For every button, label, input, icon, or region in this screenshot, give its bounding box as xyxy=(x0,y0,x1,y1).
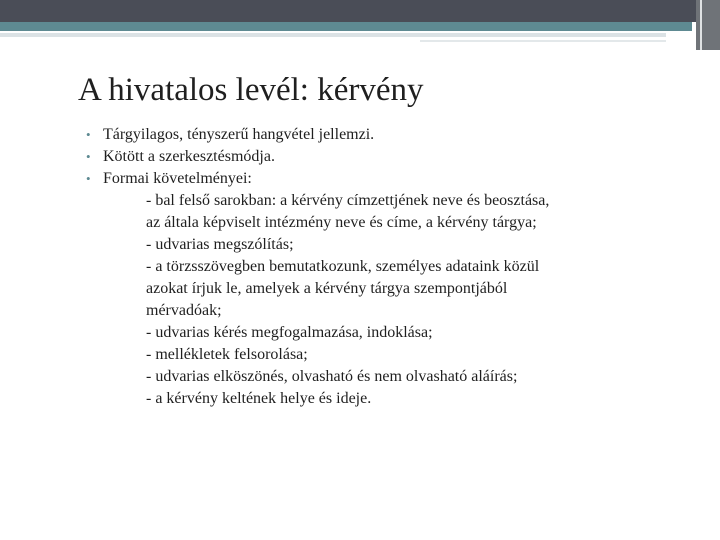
header-accent-bar xyxy=(0,22,692,31)
bullet-text: Kötött a szerkesztésmódja. xyxy=(103,148,275,165)
slide-content xyxy=(86,124,686,410)
header-bar xyxy=(0,0,720,22)
bullet-item xyxy=(86,168,686,190)
requirement-line: az általa képviselt intézmény neve és címe, a kérvény tárgya; xyxy=(146,214,537,231)
bullet-dot-icon: • xyxy=(86,127,91,142)
requirement-line: - udvarias elköszönés, olvasható és nem olvasható aláírás; xyxy=(146,368,518,385)
bullet-dot-icon: • xyxy=(86,171,91,186)
requirement-line: - bal felső sarokban: a kérvény címzettjének neve és beosztása, xyxy=(146,192,550,209)
header-divider xyxy=(0,33,666,37)
requirement-line: - mellékletek felsorolása; xyxy=(146,346,308,363)
requirement-line: - a törzsszövegben bemutatkozunk, személyes adataink közül xyxy=(146,258,540,275)
bullet-dot-icon: • xyxy=(86,149,91,164)
requirement-line: - udvarias megszólítás; xyxy=(146,236,294,253)
corner-stripe xyxy=(700,0,702,50)
bullet-text: Tárgyilagos, tényszerű hangvétel jellemzi. xyxy=(103,126,375,143)
slide-title: A hivatalos levél: kérvény xyxy=(78,72,424,108)
header-divider-short xyxy=(420,40,666,42)
bullet-item xyxy=(86,124,686,146)
requirement-line: - udvarias kérés megfogalmazása, indoklása; xyxy=(146,324,433,341)
requirements-list xyxy=(86,190,616,410)
requirement-line: - a kérvény keltének helye és ideje. xyxy=(146,390,372,407)
bullet-item xyxy=(86,146,686,168)
requirement-line: azokat írjuk le, amelyek a kérvény tárgya szempontjából xyxy=(146,280,508,297)
requirement-line: mérvadóak; xyxy=(146,302,222,319)
bullet-text: Formai követelményei: xyxy=(103,170,252,187)
